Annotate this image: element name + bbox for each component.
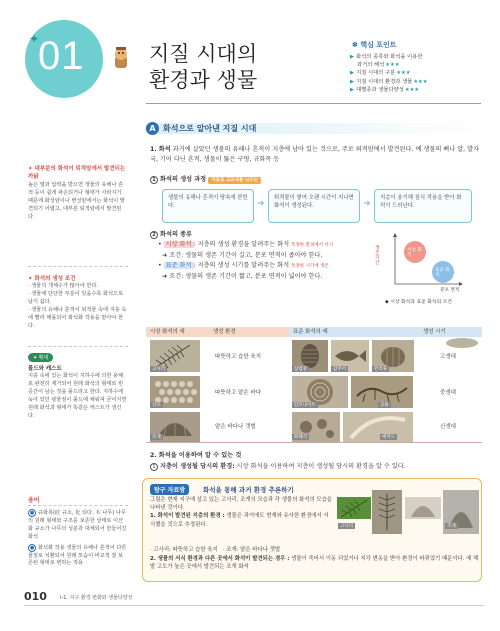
sidebar-divider — [28, 505, 128, 506]
sidebar-block2-item: · 생물의 개체수가 많아야 한다. — [28, 283, 99, 289]
para2-lead: 2. 화석을 이용하여 알 수 있는 것 — [150, 452, 242, 459]
circled-1-icon: 1 — [150, 463, 158, 471]
graph-xlabel: 분포 면적 — [440, 288, 460, 293]
env-text: 얕은 바다나 갯벌 — [215, 424, 256, 430]
glossary-list — [28, 509, 128, 568]
key-point-item: 과거의 해석★★★ — [357, 62, 400, 69]
sidebar-block2-item: · 생물에 단단한 부분이 있을수록 화석으로 남기 쉽다. — [28, 290, 124, 305]
sidebar-block2-list — [28, 283, 128, 330]
exploration-tag: 탐구 자료방 — [150, 484, 189, 495]
sidebar-block2-item: · 생물의 유해나 흔적이 퇴적물 속에 지층 속에 빨리 매몰되어 화석화 작용을 받아야 한다. — [28, 306, 127, 329]
process-tag: 자료로 고교내용 나오는 — [208, 177, 261, 184]
process-step-1: 생물의 유해나 흔적이 땅속에 묻힌다. — [162, 189, 254, 223]
key-point-item: ▶ 대멸종과 생물다양성★★★ — [350, 86, 420, 93]
era-text: 중생대 — [440, 390, 456, 396]
type-index-cond: ➜ 조건: 생물의 생존 기간이 짧고, 분포 면적이 넓어야 한다. — [162, 273, 323, 280]
sidebar-block3-head: 몰드와 캐스트 — [28, 366, 62, 372]
exploration-title: 화석을 통해 과거 환경 추론하기 — [203, 486, 294, 494]
header-rule — [146, 103, 481, 104]
env-text: 따뜻하고 얕은 바다 — [215, 390, 262, 396]
mammoth-tusk-image — [343, 412, 413, 442]
graph-circle2-label: 표준 화석 — [435, 268, 450, 278]
exploration-intro: 그림은 현재 지구에 살고 있는 고사리, 조개의 모습과 각 생물의 화석의 모습을 나타낸 것이다. — [150, 497, 332, 512]
fossil-label: 완족류 — [374, 367, 388, 372]
graph-circle1-label: 시상 화석 — [407, 248, 422, 258]
fossil-label: 화폐석 — [294, 435, 308, 440]
photo-label: 조개 — [447, 524, 456, 529]
circled-1-icon: 1 — [150, 176, 158, 184]
table-header-env: 생성 환경 — [209, 327, 289, 337]
chapter-number: 01 — [38, 34, 85, 78]
arrow-right-icon: ➜ — [257, 199, 265, 209]
glossary-item: ● 규화목(硅 규소, 化 되다, 木 나무) 나무의 원래 형태와 구조를 보존한 상태로 이산화 규소가 나무의 성분과 대체되어 만들어진 화석 — [28, 510, 127, 540]
fossil-label: 조개 — [152, 435, 161, 440]
type-facies-cond: ➜ 조건: 생물의 생존 기간이 길고, 분포 면적이 좁아야 한다. — [162, 252, 323, 259]
footer-text: Ⅰ-1. 지구 환경 변화와 생물다양성 — [60, 595, 133, 601]
para2-statement: 1 지층이 생성될 당시의 환경: 시상 화석을 이용하여 지층이 생성될 당시의 환경을 알 수 있다. — [150, 462, 485, 472]
circled-2-icon: 2 — [150, 231, 158, 239]
sidebar-divider — [28, 266, 128, 267]
sidebar-divider — [28, 346, 128, 347]
fossil-label: 공룡 — [380, 403, 389, 408]
table-header-era: 생성 시기 — [419, 327, 482, 337]
footer-rule — [24, 605, 484, 606]
process-heading: 1 화석의 생성 과정 자료로 고교내용 나오는 — [150, 174, 261, 184]
key-point-item: ▶ 화석의 종류와 화석을 이용한 — [350, 54, 423, 60]
glossary-item: ● 화석화 작용 생물의 유해나 흔적이 다른 물질로 치환되어 원래 모습이 비교적 잘 보존된 형태로 변하는 작용 — [28, 544, 127, 567]
fossil-label: 삼엽충 — [294, 367, 308, 372]
glossary-marker-icon: ● — [29, 510, 35, 516]
fern-fossil-photo — [372, 490, 402, 534]
graph-ylabel: 생존 기간 — [375, 246, 380, 266]
para1-text: 과거에 살았던 생물의 유해나 흔적이 지층에 남아 있는 것으로, 주로 퇴적암에서 발견된다. 예 생물의 뼈나 알, 발자국, 기어 다닌 흔적, 생물이 뚫은 구멍, 규화목 등 — [150, 146, 480, 163]
types-heading: 2 화석의 종류 — [150, 229, 192, 239]
key-point-item: ▶ 지질 시대의 환경과 생물★★★ — [350, 78, 428, 85]
para1-lead: 1. 화석 — [150, 146, 171, 153]
process-step-3: 지층이 융기해 침식 작용을 받아 화석이 드러난다. — [374, 189, 472, 223]
mascot-icon — [107, 44, 135, 72]
key-points-heading: ✽ 핵심 포인트 — [352, 41, 397, 49]
key-point-item: ▶ 지질 시대의 구분★★★ — [350, 70, 411, 77]
table-header-facies: 시상 화석의 예 — [146, 327, 209, 337]
fossil-label: 갑주어 — [333, 367, 347, 372]
fossil-label: 매머드 — [382, 435, 396, 440]
sidebar-block2-head: ✦ 화석의 생성 조건 — [28, 276, 76, 282]
glossary-heading: 용어 — [28, 497, 40, 504]
page-number: 010 — [24, 590, 47, 603]
chapter-title-line1: 지질 시대의 — [149, 42, 258, 66]
para1 — [150, 145, 480, 165]
exploration-item2: 2. 생물의 서식 환경과 다른 곳에서 화석이 발견되는 경우 : 생물이 죽어서 이동 되었거나 지각 변동을 받아 환경이 바뀌었기 때문이다. 예 해발 고도가 높은 곳에서 발견되는 조개 화석 — [150, 556, 479, 571]
sidebar-block1-head: ✦ 대부분의 화석이 퇴적암에서 발견되는 까닭 — [28, 166, 126, 180]
process-step-2: 퇴적물이 쌓여 오랜 시간이 지나면 화석이 생성된다. — [268, 189, 360, 223]
graph-caption: ◆ 시상 화석과 표준 화석의 조건 — [385, 300, 452, 305]
chapter-title-line2: 환경과 생물 — [149, 68, 258, 92]
env-text: 따뜻하고 습한 육지 — [215, 354, 262, 360]
fossil-label: 산호 — [152, 403, 161, 408]
exploration-body — [150, 496, 332, 529]
section-title: 화석으로 알아낸 지질 시대 — [163, 124, 257, 133]
type-facies: • 시상 화석 : 지층의 생성 환경을 알려주는 화석 특정한 환경에서 서식 — [158, 241, 334, 248]
era-text: 신생대 — [440, 424, 456, 430]
fern-photo — [337, 497, 371, 519]
sidebar-block3-text: 지층 속에 있는 화석이 지하수에 의한 용해로 완전히 제거되어 원래 화석의 형태로 빈 공간이 남는 것을 몰드라고 한다. 지하수에 녹아 있던 광물질이 몰드에 채워져 굳어지면 원래 화석과 형태가 똑같은 캐스트가 생긴다. — [28, 373, 127, 419]
types-list — [158, 240, 368, 282]
photo-label: 고사리 — [340, 524, 354, 529]
rock-fossil-image — [422, 335, 480, 349]
exploration-item1: 1. 화석이 발견된 지층의 환경 : 생물은 과거에도 현재와 유사한 환경에서 서식했을 것으로 추정된다. — [150, 513, 329, 528]
fossil-label: 암모나이트 — [294, 403, 316, 408]
sidebar-pill: ✦ 확대 — [28, 353, 53, 362]
fossil-label: 고사리 — [152, 367, 166, 372]
type-index: • 표준 화석 : 지층의 생성 시기를 알려주는 화석 특정한 시기에 생존 — [158, 262, 329, 269]
arrow-right-icon: ➜ — [363, 199, 371, 209]
table-header-index: 표준 화석의 예 — [289, 327, 419, 337]
key-points-list — [350, 53, 480, 94]
clam-photo — [405, 497, 441, 519]
exploration-item1-examples: · 고사리: 따뜻하고 습한 육지 · 조개: 얕은 바다나 갯벌 — [150, 547, 281, 553]
sidebar-block1-text: 높은 열과 압력을 받으면 생물의 유해나 흔적 등이 쉽게 파손되거나 형태가 사라지기 때문에 화성암이나 변성암에서는 화석이 발견되기 어렵고, 대부분 퇴적암에서 발견된다. — [28, 182, 125, 220]
sparkle-icon: ✦ — [29, 32, 40, 46]
section-badge: A — [146, 122, 159, 135]
era-text: 고생대 — [440, 354, 456, 360]
glossary-marker-icon: ● — [29, 544, 35, 551]
